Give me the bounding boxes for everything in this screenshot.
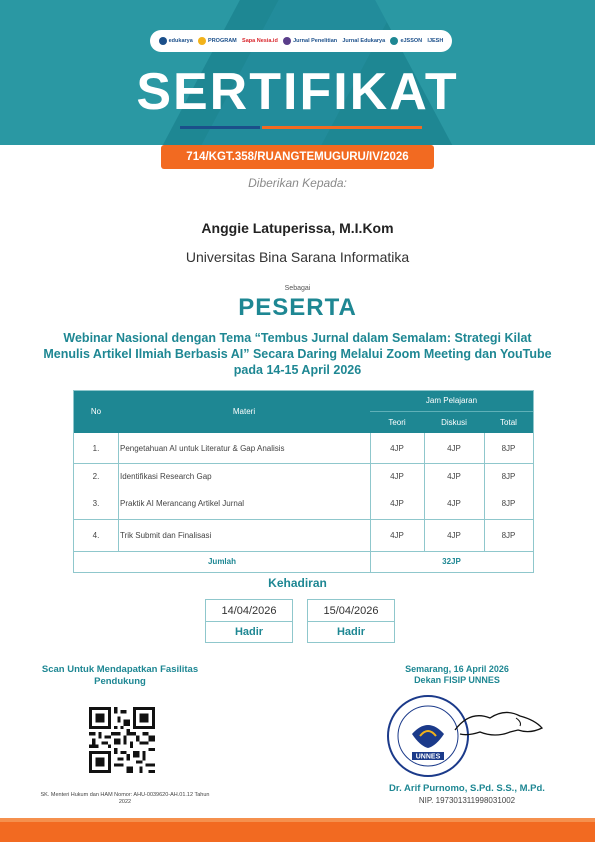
header-no: No [90, 407, 102, 416]
partner-logo-bar [150, 30, 452, 52]
legal-notice: SK. Menteri Hukum dan HAM Nomor: AHU-0039620-AH.01.12 Tahun 2022 [40, 792, 210, 805]
grid-line [74, 463, 533, 464]
grid-line [74, 519, 533, 520]
row-diskusi: 4JP [447, 472, 461, 481]
signer-nip: NIP. 197301311998031002 [418, 796, 516, 805]
row-teori: 4JP [390, 444, 404, 453]
row-total: 8JP [501, 472, 516, 481]
footer-accent [0, 818, 595, 822]
place-date: Semarang, 16 April 2026 [405, 664, 509, 674]
row-teori: 4JP [390, 531, 404, 540]
row-teori: 4JP [390, 472, 404, 481]
sum-label: Jumlah [207, 557, 236, 566]
sapanesia-logo: Sapa Nesia.id [242, 38, 278, 44]
header-diskusi: Diskusi [441, 418, 467, 427]
row-materi: Identifikasi Research Gap [120, 472, 212, 481]
grid-line [118, 433, 119, 551]
certificate-number: 714/KGT.358/RUANGTEMUGURU/IV/2026 [161, 145, 434, 169]
signature-block-header [377, 664, 537, 686]
row-materi: Praktik AI Merancang Artikel Jurnal [120, 499, 245, 508]
row-diskusi: 4JP [447, 499, 461, 508]
sum-value: 32JP [442, 557, 461, 566]
program-logo: PROGRAM [198, 37, 237, 45]
signature [450, 700, 550, 750]
row-no: 3. [92, 499, 100, 508]
attendance-date: 14/04/2026 [206, 600, 292, 622]
row-materi: Trik Submit dan Finalisasi [120, 531, 212, 540]
attendance-day [205, 599, 293, 643]
header-teori: Teori [388, 418, 406, 427]
row-diskusi: 4JP [447, 444, 461, 453]
row-total: 8JP [501, 499, 516, 508]
scan-instruction: Scan Untuk Mendapatkan Fasilitas Pendukung [41, 664, 199, 687]
row-no: 4. [92, 531, 100, 540]
attendance-status: Hadir [234, 626, 264, 638]
row-total: 8JP [501, 444, 516, 453]
attendance-status: Hadir [336, 626, 366, 638]
jurnal-penelitian-logo: Jurnal Penelitian [283, 37, 337, 45]
as-label: Sebagai [284, 285, 311, 292]
header-total: Total [500, 418, 517, 427]
svg-text:UNNES: UNNES [415, 753, 441, 761]
header-divider [370, 411, 533, 412]
signer-title: Dekan FISIP UNNES [414, 675, 500, 685]
signer-name: Dr. Arif Purnomo, S.Pd. S.S., M.Pd. [389, 783, 545, 794]
recipient-institution: Universitas Bina Sarana Informatika [185, 249, 410, 265]
row-materi: Pengetahuan AI untuk Literatur & Gap Analisis [120, 444, 285, 453]
given-to-label: Diberikan Kepada: [248, 176, 347, 190]
grid-line [74, 551, 533, 552]
certificate-title: SERTIFIKAT [136, 63, 459, 121]
event-description: Webinar Nasional dengan Tema “Tembus Jurnal dalam Semalam: Strategi Kilat Menulis Artikel Ilmiah Berbasis AI” Secara Daring Melalui Zoom Meeting dan YouTube pada 14-15 April 2026 [43, 331, 552, 377]
header-materi: Materi [232, 407, 256, 416]
row-no: 1. [92, 444, 100, 453]
row-total: 8JP [501, 531, 516, 540]
attendance-date: 15/04/2026 [308, 600, 394, 622]
recipient-name: Anggie Latuperissa, M.I.Kom [201, 220, 394, 236]
row-no: 2. [92, 472, 100, 481]
header-jam: Jam Pelajaran [425, 396, 478, 405]
attendance-day [307, 599, 395, 643]
ejsson-logo: eJSSON [390, 37, 422, 45]
qr-code[interactable] [89, 707, 155, 773]
header-band [0, 0, 595, 145]
edukarya-logo: edukarya [159, 37, 193, 45]
attendance-title: Kehadiran [268, 576, 327, 590]
row-teori: 4JP [390, 499, 404, 508]
role-title: PESERTA [238, 294, 357, 321]
title-underline [180, 126, 260, 129]
jurnal-edukarya-logo: Jurnal Edukarya [342, 38, 386, 44]
ijesh-logo: IJESH [427, 38, 444, 44]
title-underline [262, 126, 422, 129]
row-diskusi: 4JP [447, 531, 461, 540]
curriculum-table [73, 390, 534, 573]
